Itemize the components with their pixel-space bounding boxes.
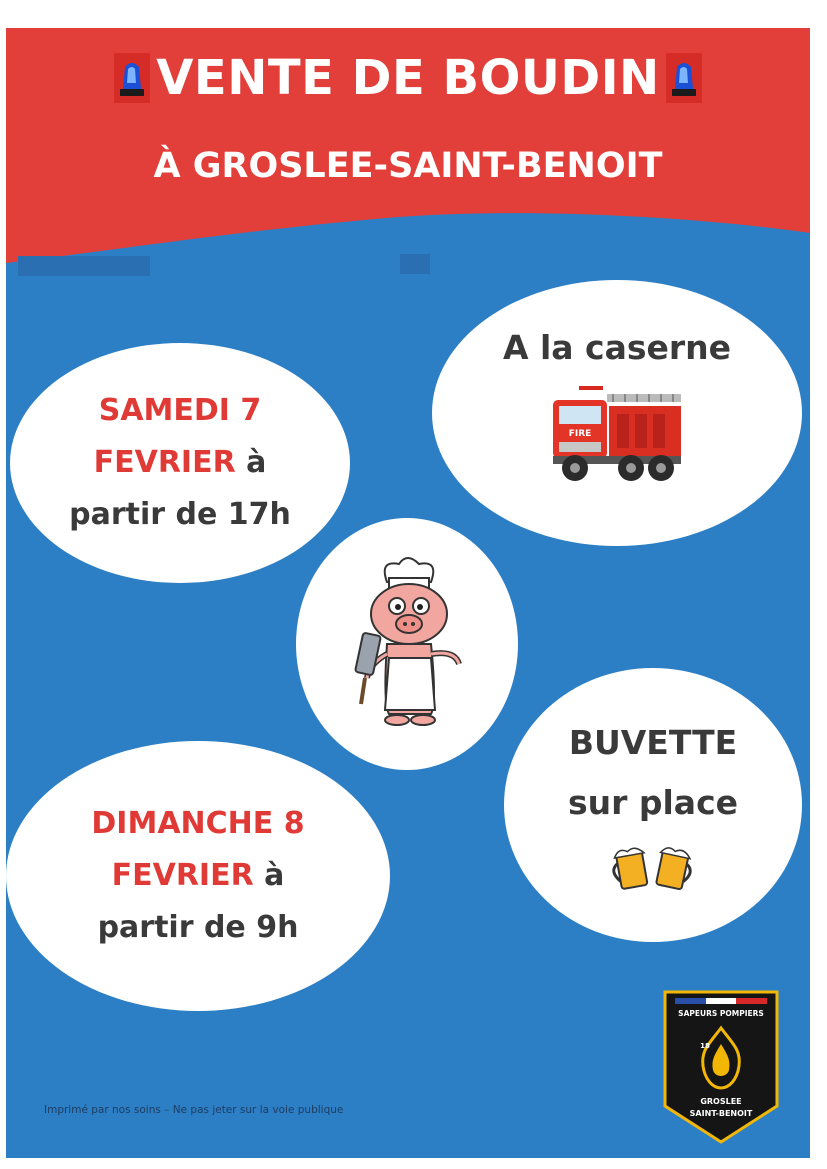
buvette-label: BUVETTE <box>568 723 738 762</box>
blue-siren-icon-left <box>114 53 150 103</box>
saturday-a: à <box>235 445 267 480</box>
sunday-a: à <box>253 858 285 893</box>
bubble-sunday <box>6 741 390 1011</box>
title-row <box>6 38 810 118</box>
saturday-month: FEVRIER <box>93 445 236 480</box>
pig-chef-icon <box>327 554 487 734</box>
caserne-label: A la caserne <box>502 328 732 367</box>
bubble-saturday <box>10 343 350 583</box>
bubble-pig <box>296 518 518 770</box>
saturday-date: SAMEDI 7 <box>98 393 262 428</box>
saturday-time: partir de 17h <box>69 497 291 532</box>
blue-siren-icon-right <box>666 53 702 103</box>
saturday-month-line <box>94 437 267 489</box>
subtitle: À GROSLEE-SAINT-BENOIT <box>153 146 663 186</box>
sunday-month-line <box>112 850 285 902</box>
poster <box>6 28 810 1158</box>
fire-truck-icon <box>549 382 685 494</box>
beer-mugs-icon <box>611 841 695 897</box>
sunday-month: FEVRIER <box>111 858 254 893</box>
sur-place-label: sur place <box>567 783 739 822</box>
sapeurs-pompiers-badge <box>661 988 781 1146</box>
truck-fire-text: FIRE <box>568 429 592 439</box>
page-title: VENTE DE BOUDIN <box>156 50 660 106</box>
badge-line1: SAPEURS POMPIERS <box>678 1009 764 1018</box>
badge-line3: SAINT-BENOIT <box>689 1109 753 1118</box>
badge-number: 18 <box>700 1042 710 1050</box>
smudge-mark-right <box>400 254 430 274</box>
bubble-buvette <box>504 668 802 942</box>
sunday-date: DIMANCHE 8 <box>91 806 305 841</box>
bubble-caserne <box>432 280 802 546</box>
sunday-time: partir de 9h <box>97 910 299 945</box>
smudge-mark-left <box>18 256 150 276</box>
footer-note: Imprimé par nos soins – Ne pas jeter sur la voie publique <box>44 1104 344 1116</box>
badge-line2: GROSLEE <box>700 1097 742 1106</box>
